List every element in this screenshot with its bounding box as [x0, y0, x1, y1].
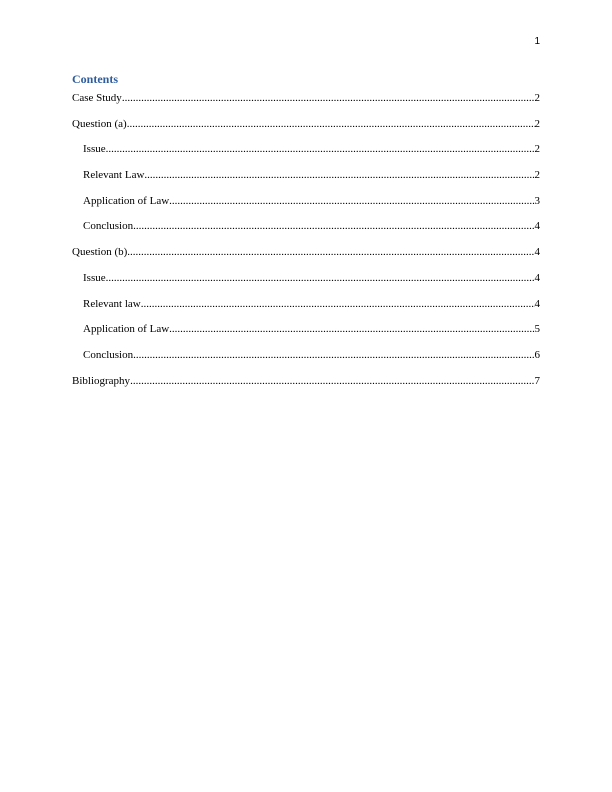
toc-dot-leader	[127, 245, 534, 259]
toc-dot-leader	[122, 91, 535, 105]
toc-entry-title: Conclusion	[83, 220, 134, 233]
toc-dot-leader	[169, 322, 534, 336]
toc-entry-issue-b[interactable]	[72, 271, 540, 297]
toc-dot-leader	[106, 142, 535, 156]
toc-entry-question-a[interactable]	[72, 117, 540, 143]
toc-entry-title: Relevant Law	[83, 169, 145, 182]
toc-entry-page: 2	[534, 169, 540, 182]
toc-entry-conclusion-a[interactable]	[72, 219, 540, 245]
toc-entry-title: Application of Law	[83, 323, 170, 336]
toc-entry-title: Relevant law	[83, 297, 141, 310]
toc-entry-title: Question (a)	[72, 117, 127, 130]
toc-entry-title: Issue	[83, 143, 106, 156]
toc-dot-leader	[127, 117, 535, 131]
toc-entry-page: 4	[534, 271, 540, 284]
toc-entry-title: Question (b)	[72, 246, 128, 259]
toc-dot-leader	[169, 194, 534, 208]
toc-entry-bibliography[interactable]	[72, 374, 540, 400]
toc-entry-case-study[interactable]	[72, 91, 540, 117]
toc-entry-page: 6	[534, 348, 540, 361]
toc-entry-application-of-law-b[interactable]	[72, 322, 540, 348]
toc-dot-leader	[133, 219, 534, 233]
toc-entry-conclusion-b[interactable]	[72, 348, 540, 374]
toc-entry-title: Issue	[83, 271, 106, 284]
table-of-contents	[72, 91, 540, 399]
toc-dot-leader	[130, 374, 534, 388]
toc-dot-leader	[106, 271, 535, 285]
toc-entry-question-b[interactable]	[72, 245, 540, 271]
toc-entry-application-of-law-a[interactable]	[72, 194, 540, 220]
toc-entry-title: Conclusion	[83, 348, 134, 361]
toc-entry-page: 5	[534, 323, 540, 336]
toc-entry-title: Bibliography	[72, 374, 131, 387]
toc-entry-relevant-law-a[interactable]	[72, 168, 540, 194]
toc-entry-title: Case Study	[72, 92, 122, 104]
toc-entry-page: 4	[534, 246, 540, 259]
toc-entry-page: 4	[534, 297, 540, 310]
toc-dot-leader	[141, 297, 535, 311]
toc-heading: Contents	[72, 72, 119, 86]
toc-dot-leader	[144, 168, 534, 182]
toc-entry-page: 7	[534, 374, 540, 387]
toc-entry-page: 2	[534, 117, 540, 130]
toc-entry-relevant-law-b[interactable]	[72, 297, 540, 323]
toc-dot-leader	[133, 348, 534, 362]
toc-entry-page: 2	[534, 143, 540, 156]
page-number: 1	[534, 36, 540, 47]
toc-entry-page: 4	[534, 220, 540, 233]
toc-entry-title: Application of Law	[83, 194, 170, 207]
toc-entry-issue-a[interactable]	[72, 142, 540, 168]
toc-entry-page: 3	[534, 194, 540, 207]
toc-entry-page: 2	[534, 92, 540, 104]
